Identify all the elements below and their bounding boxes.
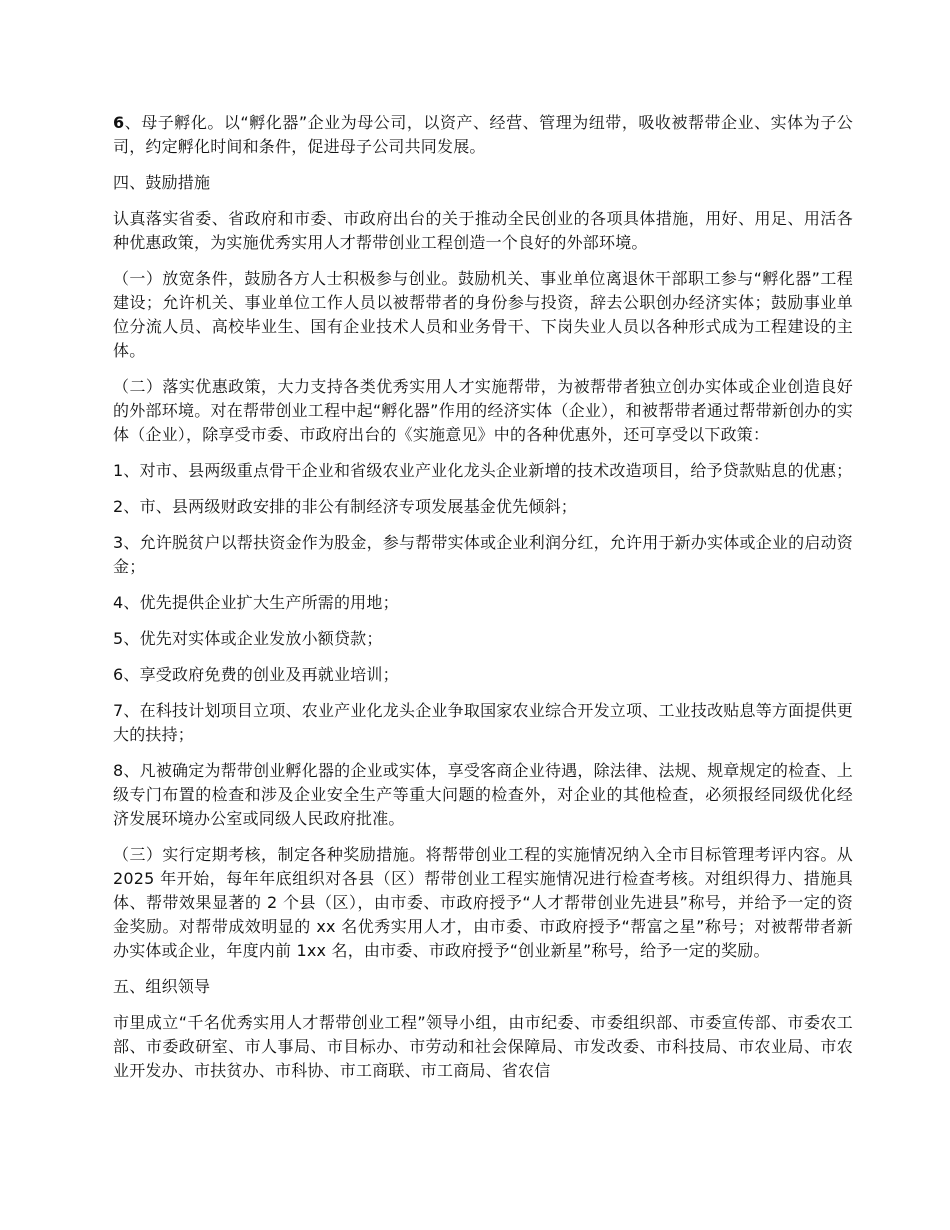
paragraph-periodic-assessment: （三）实行定期考核，制定各种奖励措施。将帮带创业工程的实施情况纳入全市目标管理考评内容。从 2025 年开始，每年年底组织对各县（区）帮带创业工程实施情况进行检查考核。对组织得力、措施具体、帮带效果显著的 2 个县（区），由市委、市政府授予“人才帮带创业先进县”称号，并给予一定的资金奖励。对帮带成效明显的 xx 名优秀实用人才，由市委、市政府授予“帮富之星”称号；对被帮带者新办实体或企业，年度内前 1xx 名，由市委、市政府授予“创业新星”称号，给予一定的奖励。 [113,845,853,960]
paragraph-leading-group: 市里成立“千名优秀实用人才帮带创业工程”领导小组，由市纪委、市委组织部、市委宣传部、市委农工部、市委政研室、市人事局、市目标办、市劳动和社会保障局、市发改委、市科技局、市农业局、市农业开发办、市扶贫办、市科协、市工商联、市工商局、省农信 [113,1013,853,1080]
list-item-policy-6: 6、享受政府免费的创业及再就业培训； [113,665,399,684]
paragraph-preferential-policies: （二）落实优惠政策，大力支持各类优秀实用人才实施帮带，为被帮带者独立创办实体或企业创造良好的外部环境。对在帮带创业工程中起“孵化器”作用的经济实体（企业），和被帮带者通过帮带新创办的实体（企业），除享受市委、市政府出台的《实施意见》中的各种优惠外，还可享受以下政策： [113,377,853,444]
list-item-policy-2: 2、市、县两级财政安排的非公有制经济专项发展基金优先倾斜； [113,497,577,516]
list-item-policy-5: 5、优先对实体或企业发放小额贷款； [113,629,383,648]
section-heading-incentives: 四、鼓励措施 [113,173,211,192]
paragraph-relax-conditions: （一）放宽条件，鼓励各方人士积极参与创业。鼓励机关、事业单位离退休干部职工参与“孵化器”工程建设；允许机关、事业单位工作人员以被帮带者的身份参与投资，辞去公职创办经济实体；鼓励事业单位分流人员、高校毕业生、国有企业技术人员和业务骨干、下岗失业人员以各种形式成为工程建设的主体。 [113,269,853,360]
paragraph-number: 6 [113,113,125,132]
paragraph-text: 、母子孵化。以“孵化器”企业为母公司，以资产、经营、管理为纽带，吸收被帮带企业、实体为子公司，约定孵化时间和条件，促进母子公司共同发展。 [113,113,853,156]
list-item-policy-8: 8、凡被确定为帮带创业孵化器的企业或实体，享受客商企业待遇，除法律、法规、规章规定的检查、上级专门布置的检查和涉及企业安全生产等重大问题的检查外，对企业的其他检查，必须报经同级优化经济发展环境办公室或同级人民政府批准。 [113,761,853,828]
paragraph-implement-policies: 认真落实省委、省政府和市委、市政府出台的关于推动全民创业的各项具体措施，用好、用足、用活各种优惠政策，为实施优秀实用人才帮带创业工程创造一个良好的外部环境。 [113,209,853,252]
list-item-policy-3: 3、允许脱贫户以帮扶资金作为股金，参与帮带实体或企业利润分红，允许用于新办实体或企业的启动资金； [113,533,853,576]
list-item-policy-7: 7、在科技计划项目立项、农业产业化龙头企业争取国家农业综合开发立项、工业技改贴息等方面提供更大的扶持； [113,701,853,744]
paragraph-mother-child-incubation [113,111,853,159]
section-heading-leadership: 五、组织领导 [113,977,211,996]
list-item-policy-4: 4、优先提供企业扩大生产所需的用地； [113,593,399,612]
list-item-policy-1: 1、对市、县两级重点骨干企业和省级农业产业化龙头企业新增的技术改造项目，给予贷款贴息的优惠； [113,461,853,480]
document-page [113,111,853,1095]
